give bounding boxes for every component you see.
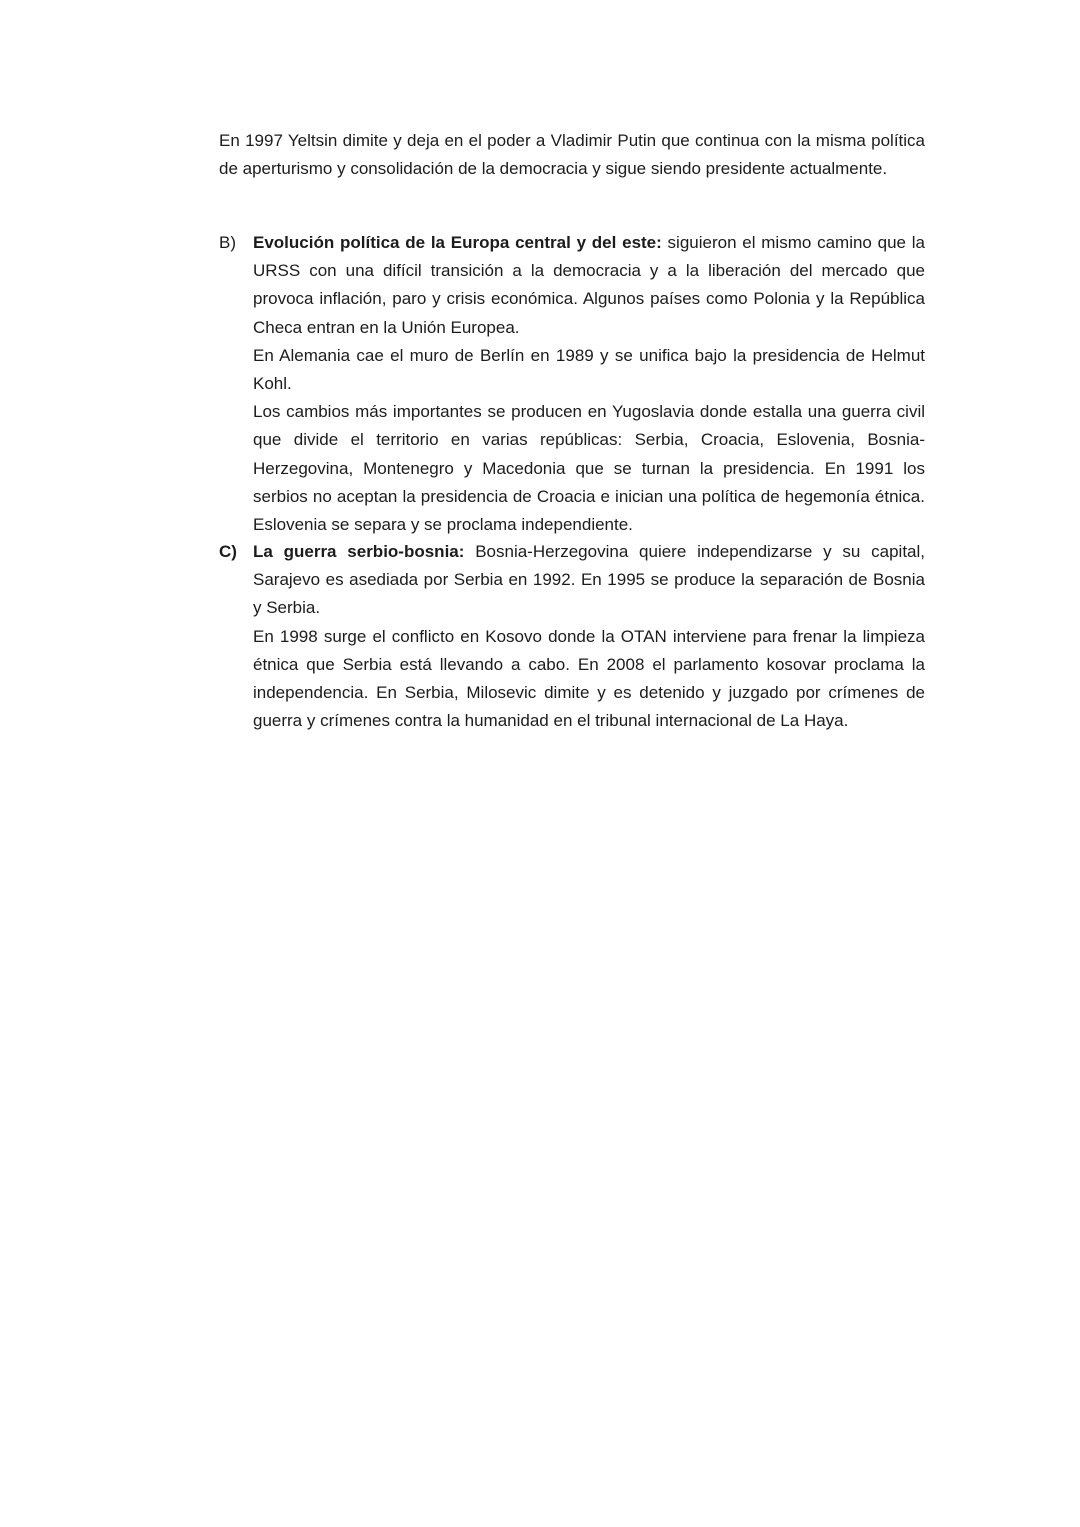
section-b-paragraph-1 (253, 229, 925, 342)
section-c-paragraph-2: En 1998 surge el conflicto en Kosovo donde la OTAN interviene para frenar la limpieza étnica que Serbia está llevando a cabo. En 2008 el parlamento kosovar proclama la independencia. En Serbia, Milosevic dimite y es detenido y juzgado por crímenes de guerra y crímenes contra la humanidad en el tribunal internacional de La Haya. (253, 626, 925, 731)
section-c-paragraph-1 (253, 538, 925, 623)
section-b-paragraph-3: Los cambios más importantes se producen en Yugoslavia donde estalla una guerra civil que divide el territorio en varias repúblicas: Serbia, Croacia, Eslovenia, Bosnia-Herzegovina, Montenegro y Macedonia que se turnan la presidencia. En 1991 los serbios no aceptan la presidencia de Croacia e inician una política de hegemonía étnica. Eslovenia se separa y se proclama independiente. (253, 402, 925, 535)
section-c-paragraph-1-text: Bosnia-Herzegovina quiere independizarse y su capital, Sarajevo es asediada por Serbia en 1992. En 1995 se produce la separación de Bosnia y Serbia. (253, 542, 925, 618)
section-c-body (253, 538, 925, 735)
section-b-paragraph-1-text: siguieron el mismo camino que la URSS con una difícil transición a la democracia y a la liberación del mercado que provoca inflación, paro y crisis económica. Algunos países como Polonia y la República Checa entran en la Unión Europea. (253, 233, 925, 337)
intro-paragraph: En 1997 Yeltsin dimite y deja en el poder a Vladimir Putin que continua con la misma política de aperturismo y consolidación de la democracia y sigue siendo presidente actualmente. (219, 131, 925, 179)
section-c (219, 538, 925, 735)
section-b-paragraph-2: En Alemania cae el muro de Berlín en 1989 y se unifica bajo la presidencia de Helmut Kohl. (253, 345, 925, 394)
section-c-heading: La guerra serbio-bosnia: (253, 542, 465, 561)
section-c-marker: C) (219, 542, 237, 561)
section-b-body (253, 229, 925, 539)
section-b-marker: B) (219, 233, 236, 252)
section-b-heading: Evolución política de la Europa central y del este: (253, 233, 662, 252)
section-b (219, 229, 925, 539)
